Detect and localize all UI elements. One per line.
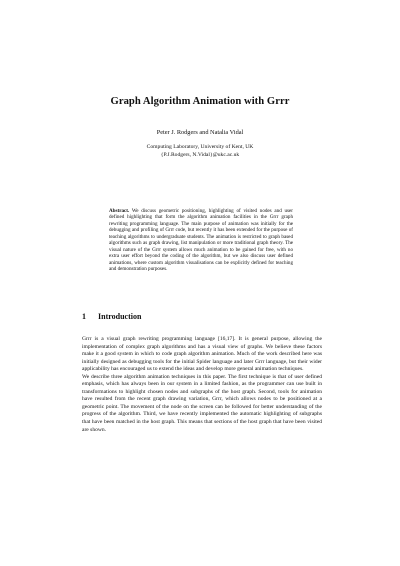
abstract-label: Abstract. (109, 208, 130, 214)
section-heading (82, 312, 322, 321)
introduction-body (82, 336, 322, 434)
abstract-text: We discuss geometric positioning, highlighting of visited nodes and user defined highlighting that form the algorithm animation facilities in the Grrr graph rewriting programming language. The main purpose of animation was initially for the debugging and profiling of Grrr code, but recently it has been extended for the purpose of teaching algorithms to undergraduate students. The animation is restricted to graph based algorithms such as graph drawing, list manipulation or more traditional graph theory. The visual nature of the Grrr system allows much animation to be gained for free, with no extra user effort beyond the coding of the algorithm, but we also discuss user defined animations, where custom algorithm visualisations can be explicitly defined for teaching and demonstration purposes. (109, 208, 293, 273)
author-affiliation-block (0, 143, 400, 160)
section-number: 1 (82, 312, 86, 321)
abstract (109, 208, 293, 273)
affiliation: Computing Laboratory, University of Kent, UK (146, 144, 254, 150)
paper-authors: Peter J. Rodgers and Natalia Vidal (156, 129, 244, 136)
section-title: Introduction (98, 312, 142, 321)
author-emails: {P.J.Rodgers, N.Vidal}@ukc.ac.uk (160, 152, 240, 159)
body-paragraph: Grrr is a visual graph rewriting programming language [16,17]. It is general purpose, allowing the implementation of complex graph algorithms and has a visual view of graphs. We believe these factors make it a good system in which to code graph algorithm animation. Much of the work described here was initially designed as debugging tools for the initial Spider language and later Grrr language, but their wider applicability has encouraged us to extend the ideas and develop more general animation techniques. (82, 336, 322, 373)
paper-title: Graph Algorithm Animation with Grrr (110, 96, 290, 107)
body-paragraph: We describe three algorithm animation techniques in this paper. The first technique is that of user defined emphasis, which has always been in our system in a limited fashion, as the programmer can use built in transformations to highlight chosen nodes and subgraphs of the host graph. Second, tools for animation have resulted from the recent graph drawing variation, Grrr, which allows nodes to be positioned at a geometric point. The movement of the node on the screen can be followed for better understanding of the progress of the algorithm. Third, we have recently implemented the automatic highlighting of subgraphs that have been matched in the host graph. This means that sections of the host graph that have been visited are shown. (82, 373, 322, 433)
